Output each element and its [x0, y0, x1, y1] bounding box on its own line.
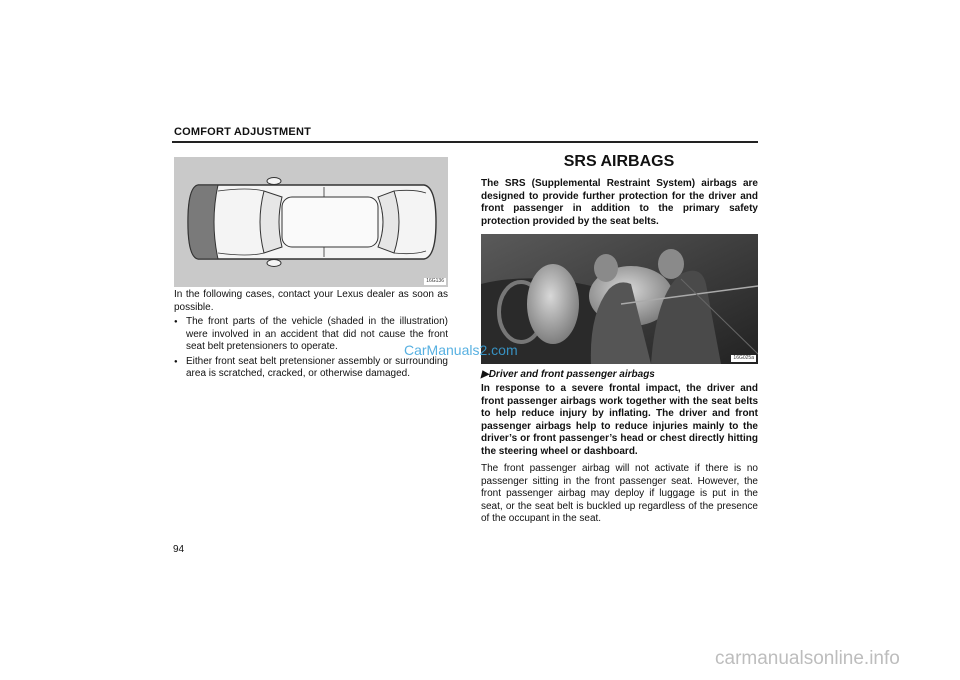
- srs-intro-paragraph: The SRS (Supplemental Restraint System) airbags are designed to provide further protection for the driver and front passenger in addition to the primary safety protection provided by the seat belts.: [481, 178, 758, 227]
- bullet-item: ● The front parts of the vehicle (shaded in the illustration) were involved in an accident that did not cause the front seat belt pretensioners to operate.: [174, 316, 448, 354]
- watermark-link[interactable]: CarManuals2.com: [404, 342, 518, 358]
- caption-text: Driver and front passenger airbags: [488, 369, 655, 380]
- figure-code: 16G136: [426, 278, 444, 284]
- page-number: 94: [173, 544, 185, 555]
- figure-caption: [481, 369, 758, 380]
- car-outline-illustration: [174, 157, 448, 287]
- left-column-text: [174, 289, 448, 381]
- airbag-function-paragraph: In response to a severe frontal impact, the driver and front passenger airbags work together with the seat belts to help reduce injury by inflating. The driver and front passenger airbags help to reduce injuries mainly to the driver’s or front passenger’s head or chest directly hitting the steering wheel or dashboard.: [481, 383, 758, 457]
- contact-dealer-intro: In the following cases, contact your Lexus dealer as soon as possible.: [174, 289, 448, 313]
- footer-watermark: carmanualsonline.info: [715, 648, 900, 669]
- bullet-item: ● Either front seat belt pretensioner assembly or surrounding area is scratched, cracked, or otherwise damaged.: [174, 356, 448, 381]
- airbag-photo-figure: [481, 234, 758, 364]
- airbag-photo-illustration: [481, 234, 758, 364]
- passenger-airbag-paragraph: The front passenger airbag will not activate if there is no passenger sitting in the front passenger seat. However, the front passenger airbag may deploy if luggage is put in the seat, or the seat belt is buckled up regardless of the presence of the occupant in the seat.: [481, 463, 758, 524]
- caption-arrow-icon: ▶: [481, 369, 489, 380]
- section-header: COMFORT ADJUSTMENT: [174, 126, 312, 138]
- car-top-view-figure: [174, 157, 448, 287]
- header-rule: [172, 141, 758, 143]
- figure-code: 16G025a: [733, 355, 754, 361]
- section-title: SRS AIRBAGS: [563, 153, 675, 170]
